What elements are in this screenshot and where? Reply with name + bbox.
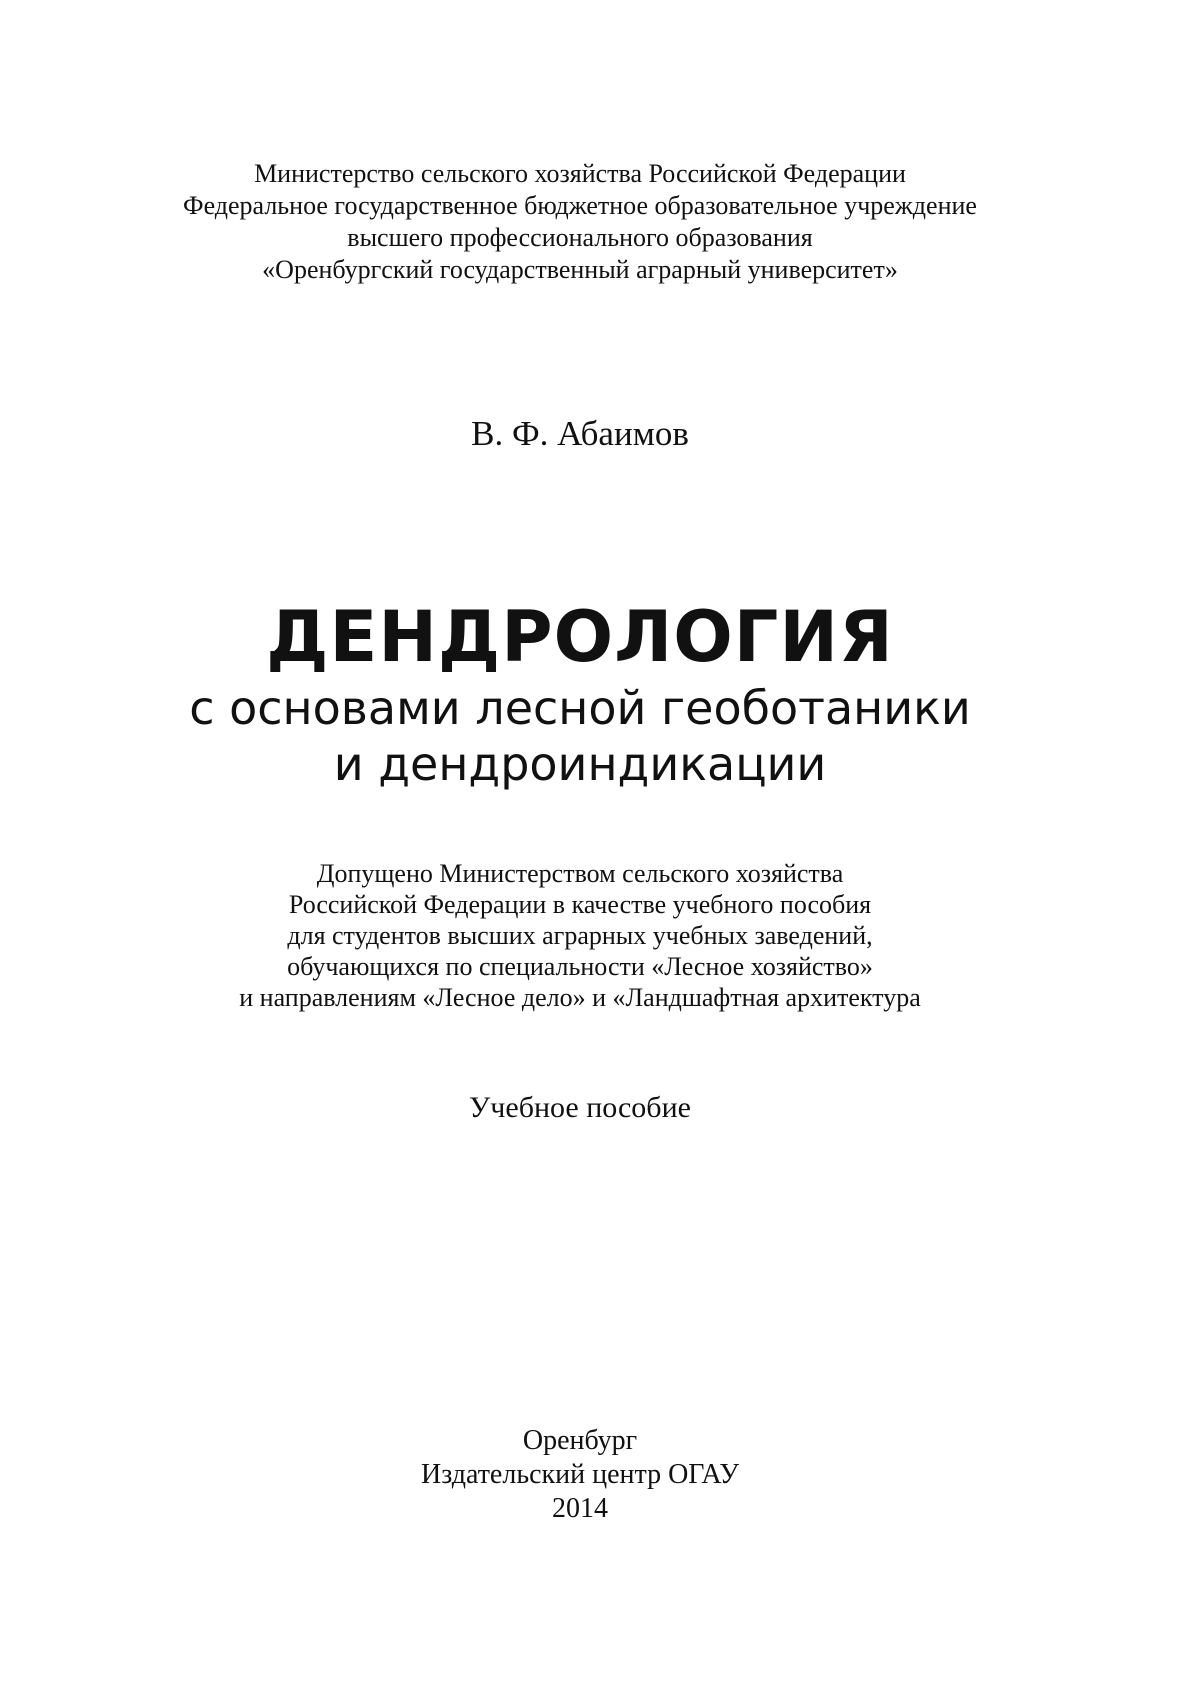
institution-header [0,158,1160,286]
institution-line: высшего профессионального образования [347,223,813,252]
imprint-year: 2014 [552,1493,608,1524]
institution-line: Федеральное государственное бюджетное образовательное учреждение [183,191,977,220]
imprint-publisher: Издательский центр ОГАУ [420,1459,740,1490]
document-type: Учебное пособие [469,1091,691,1124]
subtitle-line: и дендроиндикации [333,737,827,791]
publication-imprint [0,1424,1160,1526]
approval-line: Российской Федерации в качестве учебного пособия [288,890,872,919]
book-subtitle [0,680,1160,792]
approval-line: обучающихся по специальности «Лесное хозяйство» [287,952,873,981]
imprint-city: Оренбург [522,1425,638,1456]
book-title: ДЕНДРОЛОГИЯ [266,596,894,678]
author-name: В. Ф. Абаимов [471,414,689,453]
institution-line: Министерство сельского хозяйства Российской Федерации [254,159,906,188]
approval-line: и направлениям «Лесное дело» и «Ландшафтная архитектура [239,983,921,1012]
approval-line: Допущено Министерством сельского хозяйства [316,859,844,888]
approval-line: для студентов высших аграрных учебных заведений, [287,921,873,950]
institution-line: «Оренбургский государственный аграрный университет» [262,255,898,284]
subtitle-line: с основами лесной геоботаники [189,681,971,735]
approval-statement [0,858,1160,1013]
